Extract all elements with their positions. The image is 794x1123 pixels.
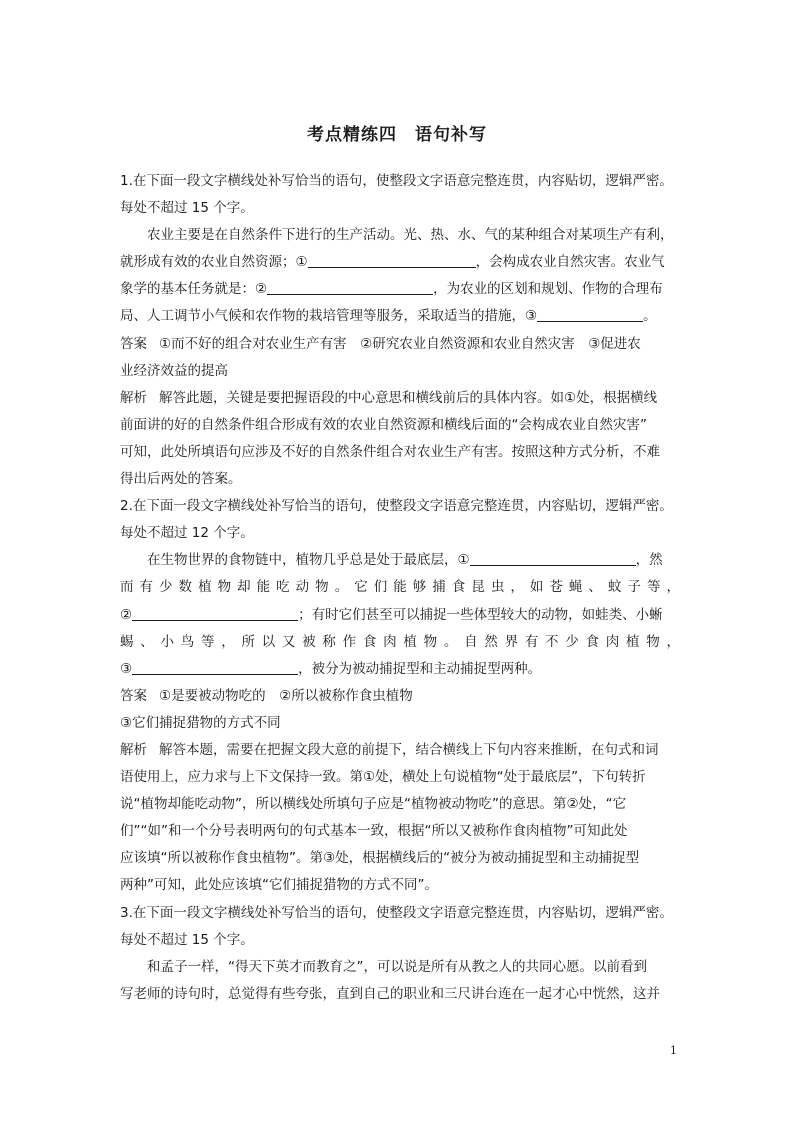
question-1-passage-line-1: 农业主要是在自然条件下进行的生产活动。光、热、水、气的某种组合对某项生产有利， bbox=[147, 227, 674, 244]
question-2-answer-line-1 bbox=[120, 683, 680, 710]
question-2-analysis-line-4: 们”“如”和一个分号表明两句的句式基本一致，根据“所以又被称作食肉植物”可知此处 bbox=[120, 823, 628, 840]
question-2-passage-line-5 bbox=[120, 656, 680, 683]
passage-text: ，然 bbox=[635, 552, 663, 569]
answer-blank-2[interactable] bbox=[267, 279, 433, 295]
question-2-analysis-line-6: 两种”可知，此处应该填“它们捕捉猎物的方式不同”。 bbox=[120, 877, 438, 894]
question-1-answer-line-2: 业经济效益的提高 bbox=[120, 362, 228, 379]
answer-blank-2[interactable] bbox=[132, 605, 298, 621]
passage-text: 象学的基本任务就是：② bbox=[120, 281, 268, 298]
passage-text: ，会构成农业自然灾害。农业气 bbox=[475, 254, 665, 271]
question-2-passage-line-3 bbox=[120, 602, 680, 629]
question-2-analysis-line-1 bbox=[120, 737, 680, 764]
question-2-analysis-line-3: 说“植物却能吃动物”，所以横线处所填句子应是“植物被动物吃”的意思。第②处，“它 bbox=[120, 796, 627, 813]
answer-blank-1[interactable] bbox=[470, 550, 636, 566]
document-body bbox=[120, 168, 680, 1008]
question-2-passage-line-1 bbox=[120, 547, 680, 574]
passage-text: 。 bbox=[643, 308, 657, 325]
passage-text: 就形成有效的农业自然资源；① bbox=[120, 254, 308, 271]
answer-label: 答案 bbox=[120, 687, 147, 704]
question-3-passage-line-2: 写老师的诗句时，总觉得有些夸张，直到自己的职业和三尺讲台连在一起才心中恍然，这并 bbox=[120, 985, 660, 1002]
analysis-label: 解析 bbox=[120, 741, 147, 758]
page-title: 考点精练四 语句补写 bbox=[307, 125, 487, 145]
question-2-analysis-line-5: 应该填“所以被称作食虫植物”。第③处，根据横线后的“被分为被动捕捉型和主动捕捉型 bbox=[120, 850, 640, 867]
answer-blank-3[interactable] bbox=[132, 659, 298, 675]
question-1-analysis-line-4: 得出后两处的答案。 bbox=[120, 471, 242, 488]
question-1-analysis-line-2: 前面讲的好的自然条件组合形成有效的农业自然资源和横线后面的“会构成农业自然灾害” bbox=[120, 416, 647, 433]
question-3-prompt-line-1: 3.在下面一段文字横线处补写恰当的语句，使整段文字语意完整连贯，内容贴切，逻辑严密。 bbox=[120, 904, 673, 921]
question-3-prompt-line-2: 每处不超过 15 个字。 bbox=[120, 931, 254, 948]
answer-blank-3[interactable] bbox=[537, 306, 643, 322]
passage-text: 在生物世界的食物链中，植物几乎总是处于最底层，① bbox=[147, 552, 470, 569]
analysis-label: 解析 bbox=[120, 389, 147, 406]
question-2-passage-line-2: 而有少数植物却能吃动物。它们能够捕食昆虫，如苍蝇、蚊子等， bbox=[120, 579, 680, 596]
answer-text: ①是要被动物吃的 ②所以被称作食虫植物 bbox=[159, 687, 413, 704]
passage-text: ③ bbox=[120, 660, 133, 677]
question-1-prompt-line-2: 每处不超过 15 个字。 bbox=[120, 200, 254, 217]
question-1-passage-line-2 bbox=[120, 249, 680, 276]
question-1-analysis-line-1 bbox=[120, 385, 680, 412]
analysis-text: 解答此题，关键是要把握语段的中心意思和横线前后的具体内容。如①处，根据横线 bbox=[159, 389, 658, 406]
passage-text: 局、人工调节小气候和农作物的栽培管理等服务，采取适当的措施，③ bbox=[120, 308, 538, 325]
question-1-passage-line-3 bbox=[120, 276, 680, 303]
question-2-prompt-line-1: 2.在下面一段文字横线处补写恰当的语句，使整段文字语意完整连贯，内容贴切，逻辑严密。 bbox=[120, 498, 673, 515]
question-1-prompt-line-1: 1.在下面一段文字横线处补写恰当的语句，使整段文字语意完整连贯，内容贴切，逻辑严密。 bbox=[120, 173, 673, 189]
passage-text: ② bbox=[120, 606, 133, 623]
question-1-analysis-line-3: 可知，此处所填语句应涉及不好的自然条件组合对农业生产有害。按照这种方式分析，不难 bbox=[120, 443, 660, 460]
question-3-passage-line-1: 和孟子一样，“得天下英才而教育之”，可以说是所有从教之人的共同心愿。以前看到 bbox=[147, 958, 647, 975]
answer-blank-1[interactable] bbox=[308, 252, 476, 268]
question-2-passage-line-4: 蜴、小鸟等，所以又被称作食肉植物。自然界有不少食肉植物， bbox=[120, 633, 680, 650]
passage-text: ，为农业的区划和规划、作物的合理布 bbox=[433, 281, 663, 298]
answer-text: ①而不好的组合对农业生产有害 ②研究农业自然资源和农业自然灾害 ③促进农 bbox=[159, 335, 641, 352]
analysis-text: 解答本题，需要在把握文段大意的前提下，结合横线上下句内容来推断，在句式和词 bbox=[159, 741, 659, 758]
question-1-answer-line-1 bbox=[120, 331, 680, 358]
passage-text: ；有时它们甚至可以捕捉一些体型较大的动物，如蛙类、小蜥 bbox=[298, 606, 663, 623]
passage-text: ，被分为被动捕捉型和主动捕捉型两种。 bbox=[298, 660, 542, 677]
page-number: 1 bbox=[670, 1044, 677, 1057]
question-1-passage-line-4 bbox=[120, 303, 680, 330]
answer-label: 答案 bbox=[120, 335, 147, 352]
question-2-analysis-line-2: 语使用上，应力求与上下文保持一致。第①处，横处上句说植物“处于最底层”，下句转折 bbox=[120, 769, 646, 786]
question-2-answer-line-2: ③它们捕捉猎物的方式不同 bbox=[120, 714, 281, 731]
question-2-prompt-line-2: 每处不超过 12 个字。 bbox=[120, 525, 254, 542]
